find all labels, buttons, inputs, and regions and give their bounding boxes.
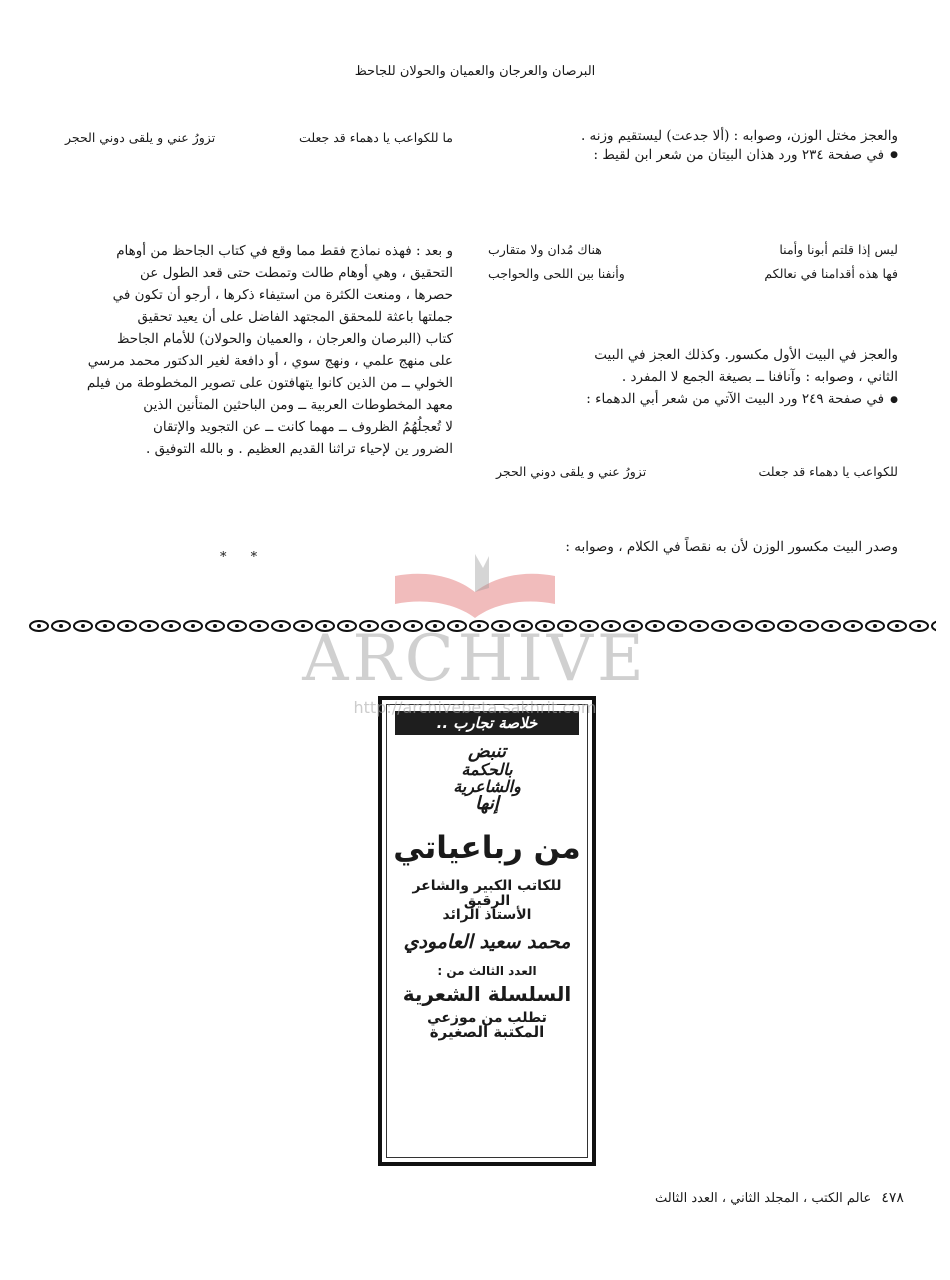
advertisement-inner: [386, 704, 588, 1158]
verse-hemistich: وأنفنا بين اللحى والحواجب: [488, 266, 625, 281]
watermark-book-icon: [0, 548, 950, 628]
ad-banner: خلاصة تجارب ..: [395, 711, 579, 735]
paragraph-line: معهد المخطوطات العربية ــ ومن الباحثين المتأنين الذين: [143, 397, 453, 413]
verse-row: [488, 238, 898, 262]
paragraph-line: التحقيق ، وهي أوهام طالت وتمطت حتى قعد الطول عن: [140, 265, 453, 281]
verse-row: [488, 262, 898, 286]
journal-citation: عالم الكتب ، المجلد الثاني ، العدد الثالث: [655, 1191, 872, 1206]
verse-row: [488, 462, 898, 481]
ad-headline: من رباعياتي: [393, 830, 581, 867]
ad-line: بالحكمة: [461, 759, 513, 779]
paragraph: وصدر البيت مكسور الوزن لأن به نقصاً في الكلام ، وصوابه :: [565, 539, 898, 555]
ad-line: تطلب من موزعي: [427, 1009, 547, 1026]
end-stars: * *: [220, 550, 268, 565]
bullet-item: ● في صفحة ٢٤٩ ورد البيت الآتي من شعر أبي الدهماء :: [488, 388, 898, 411]
ad-line: العدد الثالث من :: [437, 963, 537, 978]
ad-line: للكاتب الكبير والشاعر الرقيق: [412, 877, 562, 909]
left-column-conclusion: [65, 240, 453, 460]
running-header: البرصان والعرجان والعميان والحولان للجاحظ: [354, 64, 596, 79]
verse-hemistich: ليس إذا قلتم أبونا وأمنا: [779, 242, 898, 257]
page-footer: [655, 1190, 904, 1206]
right-column-block-3: [488, 538, 898, 557]
top-left-verse: [65, 130, 453, 145]
page-number: ٤٧٨: [881, 1190, 904, 1206]
verse-block-abi-dahma: [488, 462, 898, 481]
ad-line: والشاعرية: [453, 776, 521, 796]
paragraph: والعجز مختل الوزن، وصوابه : (ألا جدعت) ليستقيم وزنه .: [580, 128, 898, 144]
ad-line: الأستاذ الرائد: [442, 907, 532, 924]
watermark-url: http://archivebeta.sakhrit.com: [353, 698, 597, 717]
paragraph-line: جملتها باعثة للمحقق المجتهد الفاضل على أن يعيد تحقيق: [137, 309, 453, 325]
paragraph-line: على منهج علمي ، ونهج سوي ، أو دافعة لغير الدكتور محمد مرسي: [87, 353, 453, 369]
paragraph-line: كتاب (البرصان والعرجان ، والعميان والحولان) للأمام الجاحظ: [116, 331, 453, 347]
verse-hemistich: للكواعب يا دهماء قد جعلت: [758, 464, 898, 479]
paragraph-line: الخولي ــ من الذين كانوا يتهافتون على تصوير المخطوطة من فيلم: [86, 375, 453, 391]
verse-hemistich: تزورُ عني و يلقى دوني الحجر: [496, 464, 647, 479]
right-column-block-1: [488, 127, 898, 165]
verse-hemistich: فها هذه أقدامنا في نعالكم: [764, 266, 898, 281]
paragraph-line: لا تُعجلُهُمُ الظروف ــ مهما كانت ــ عن التجويد والإتقان: [152, 419, 453, 435]
ad-author: محمد سعيد العامودي: [403, 930, 571, 953]
bullet-item: ● في صفحة ٢٣٤ ورد هذان البيتان من شعر ابن لقيط :: [488, 146, 898, 165]
watermark-text: ARCHIVE: [302, 622, 648, 696]
paragraph-line: حصرها ، ومنعت الكثرة من استيفاء ذكرها ، أرجو أن تكون في: [112, 287, 453, 303]
verse-hemistich: هناك مُدان ولا متقارب: [488, 242, 602, 257]
paragraph-line: الثاني ، وصوابه : وآنافنا ــ بصيغة الجمع لا المفرد .: [621, 369, 898, 385]
verse-block-ibn-laqit: [488, 238, 898, 286]
verse-first-hemistich: ما للكواعب يا دهماء قد جعلت: [299, 130, 453, 145]
ad-line: إنها: [475, 793, 499, 815]
right-column-block-2: [488, 344, 898, 411]
paragraph-line: والعجز في البيت الأول مكسور. وكذلك العجز في البيت: [594, 347, 898, 363]
ad-line: المكتبة الصغيرة: [429, 1023, 545, 1042]
advertisement-box: [378, 696, 596, 1166]
paragraph-line: و بعد : فهذه نماذج فقط مما وقع في كتاب الجاحظ من أوهام: [116, 243, 453, 259]
ad-line: تنبض: [468, 741, 506, 762]
verse-second-hemistich: تزورُ عني و يلقى دوني الحجر: [65, 130, 216, 145]
ad-series-name: السلسلة الشعرية: [402, 981, 572, 1006]
paragraph-line: الضرور ين لإحياء تراثنا القديم العظيم . و بالله التوفيق .: [145, 441, 453, 457]
ornamental-divider: [28, 618, 936, 634]
